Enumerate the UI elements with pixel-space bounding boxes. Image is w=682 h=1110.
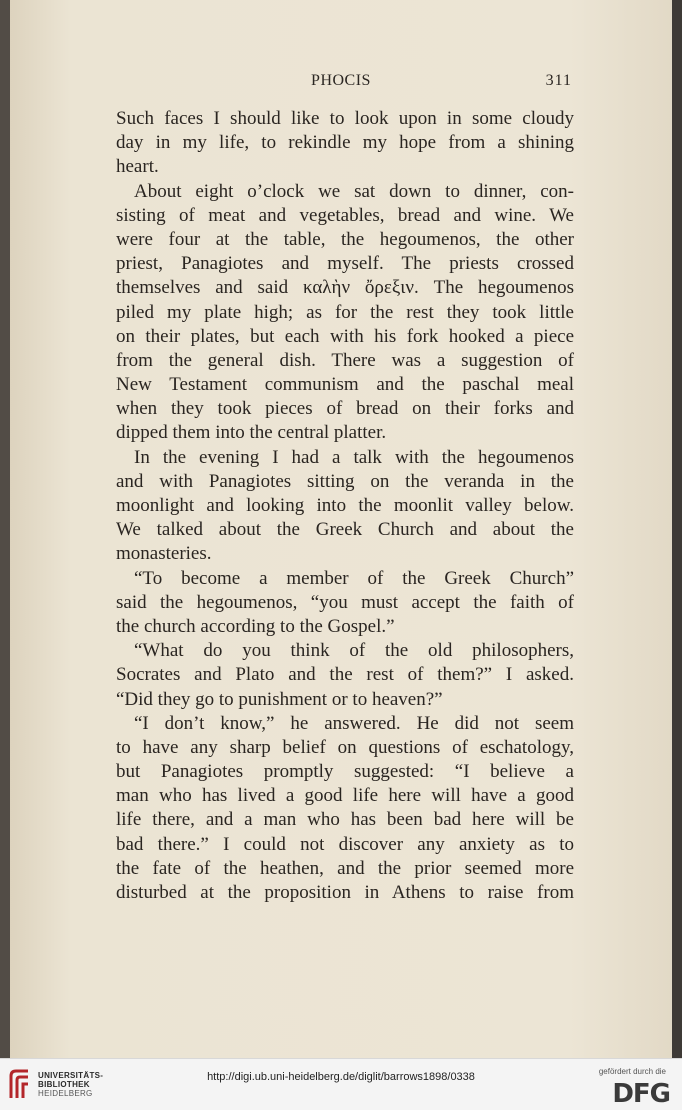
text-line: on their plates, but each with his fork hooked a piece — [116, 325, 574, 347]
text-line: themselves and said καλὴν ὄρεξιν. The hegoumenos — [116, 277, 574, 299]
text-line: to have any sharp belief on questions of eschatology, — [116, 736, 574, 758]
text-line: when they took pieces of bread on their forks and — [116, 398, 574, 420]
text-line: monasteries. — [116, 543, 212, 565]
text-line: moonlight and looking into the moonlit valley below. — [116, 495, 574, 516]
text-line: from the general dish. There was a suggestion of — [116, 349, 574, 371]
text-line: day in my life, to rekindle my hope from a shining — [116, 132, 574, 154]
text-line: We talked about the Greek Church and about the — [116, 519, 574, 541]
dfg-logo: DFG — [612, 1079, 670, 1109]
text-line: “What do you think of the old philosophers, — [134, 640, 574, 662]
text-line: priest, Panagiotes and myself. The priests crossed — [116, 253, 574, 275]
text-line: In the evening I had a talk with the hegoumenos — [134, 446, 574, 468]
text-line: life there, and a man who has been bad here will be — [116, 809, 574, 831]
text-line: man who has lived a good life here will have a good — [116, 785, 574, 807]
text-line: the church according to the Gospel.” — [116, 615, 395, 637]
library-name: UNIVERSITÄTS- BIBLIOTHEK HEIDELBERG — [38, 1071, 104, 1098]
body-text — [116, 107, 574, 905]
text-line: Such faces I should like to look upon in some cloudy — [116, 108, 574, 129]
text-line: “Did they go to punishment or to heaven?” — [116, 688, 443, 710]
text-line: sisting of meat and vegetables, bread and wine. We — [116, 204, 574, 226]
funding-label: gefördert durch die — [598, 1067, 666, 1076]
text-line: piled my plate high; as for the rest they took little — [116, 301, 574, 323]
permalink-url[interactable]: http://digi.ub.uni-heidelberg.de/diglit/barrows1898/0338 — [207, 1071, 475, 1083]
text-line: and with Panagiotes sitting on the veranda in the — [116, 470, 574, 492]
text-line: disturbed at the proposition in Athens to raise from — [116, 882, 574, 903]
text-line: heart. — [116, 156, 159, 178]
text-line: “To become a member of the Greek Church” — [134, 567, 574, 589]
text-line: New Testament communism and the paschal meal — [116, 374, 574, 396]
text-line: Socrates and Plato and the rest of them?” I asked. — [116, 664, 574, 686]
running-head — [110, 72, 572, 94]
viewer-footer — [0, 1058, 682, 1110]
text-line: the fate of the heathen, and the prior seemed more — [116, 857, 574, 879]
text-line: “I don’t know,” he answered. He did not seem — [134, 712, 574, 734]
text-line: bad there.” I could not discover any anxiety as to — [116, 833, 574, 855]
running-title: PHOCIS — [311, 72, 371, 89]
text-line: About eight o’clock we sat down to dinner, con- — [134, 180, 574, 202]
page-number: 311 — [545, 72, 572, 89]
text-line: but Panagiotes promptly suggested: “I believe a — [116, 761, 574, 783]
text-line: said the hegoumenos, “you must accept the faith of — [116, 591, 574, 613]
scan-left-edge — [0, 0, 10, 1058]
text-line: dipped them into the central platter. — [116, 422, 387, 444]
scan-right-edge — [672, 0, 682, 1058]
text-line: were four at the table, the hegoumenos, the other — [116, 228, 574, 250]
